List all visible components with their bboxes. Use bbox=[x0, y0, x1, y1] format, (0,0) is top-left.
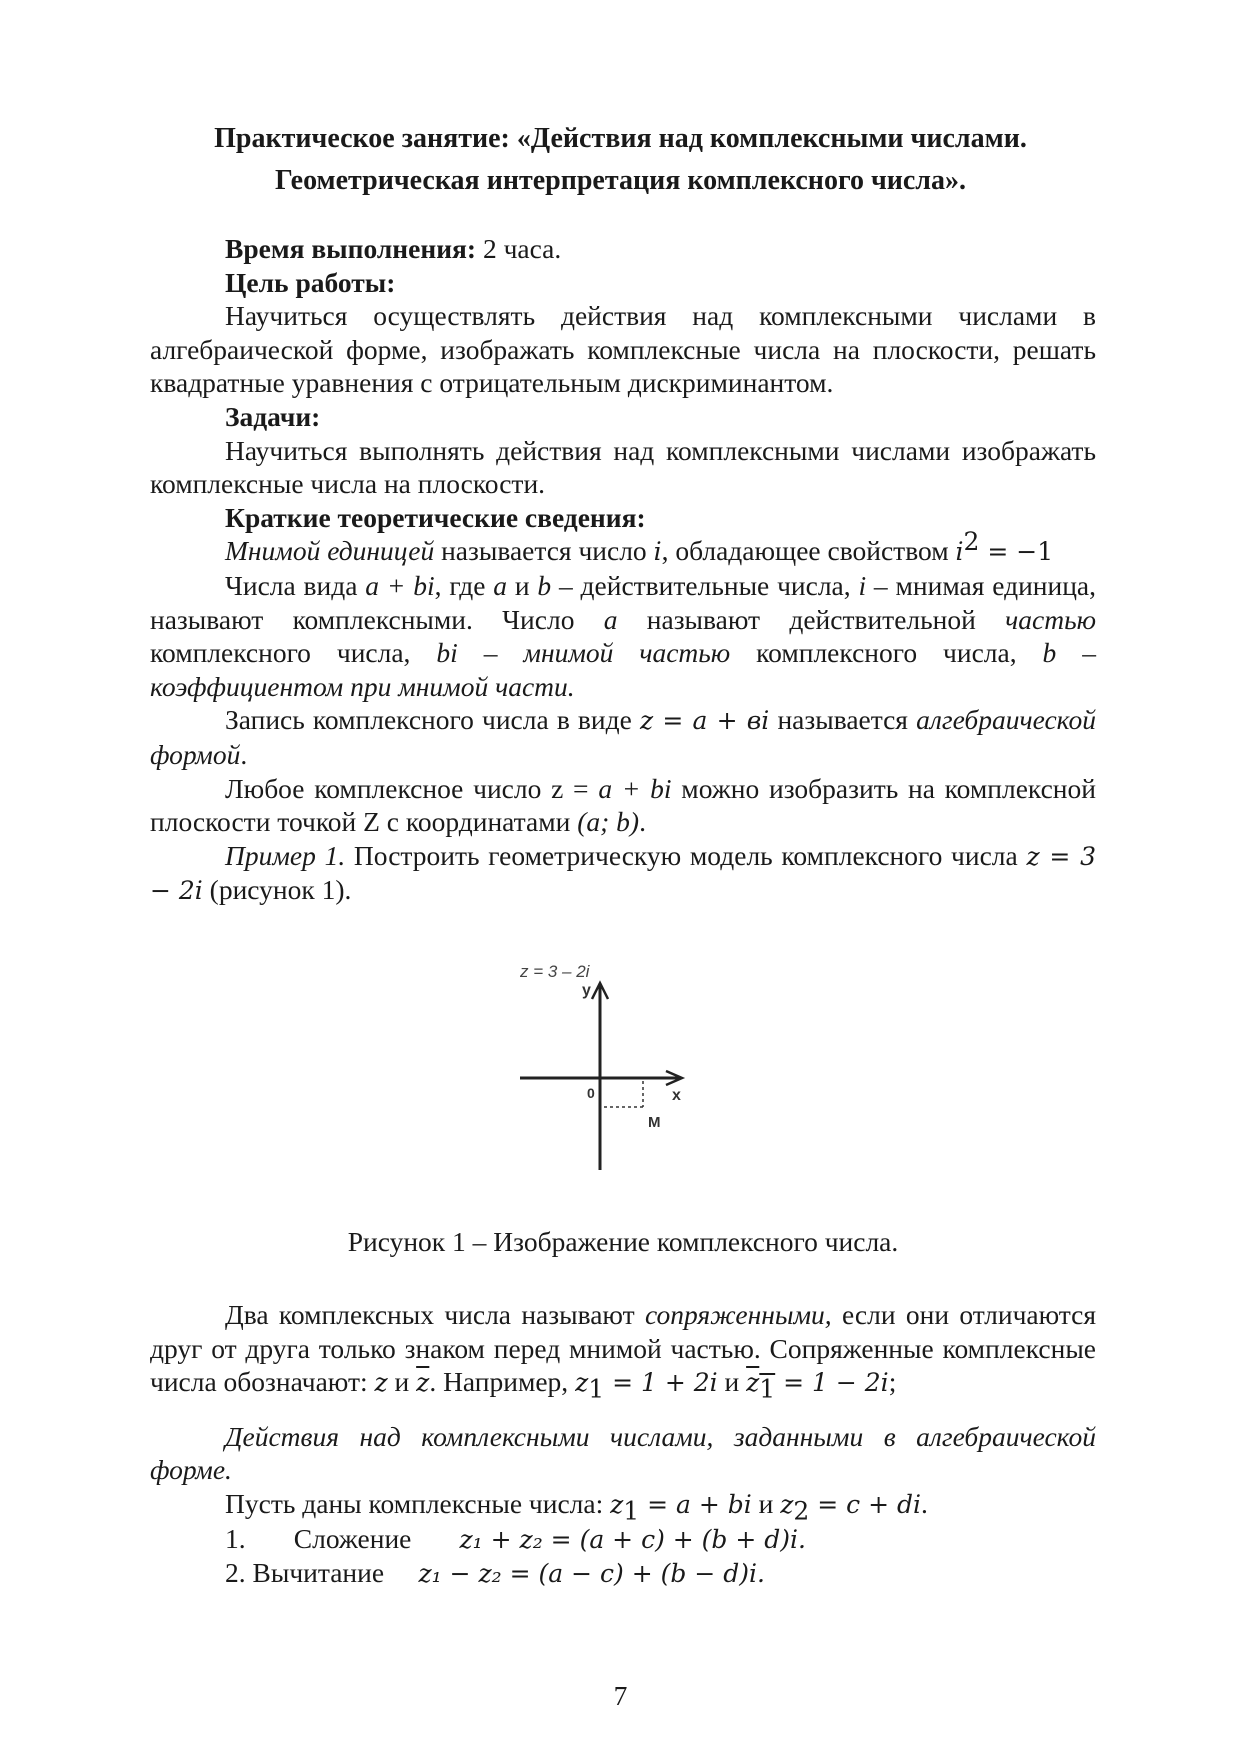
text: . bbox=[921, 1487, 928, 1519]
x-axis-label: x bbox=[672, 1087, 681, 1104]
text: Любое комплексное число z = bbox=[225, 772, 599, 804]
goal-heading: Цель работы: bbox=[225, 266, 396, 298]
title-line-2: Геометрическая интерпретация комплексного числа». bbox=[274, 165, 967, 196]
text: – мнимая единица, называют комплексными. Число bbox=[150, 569, 1097, 635]
page-title bbox=[150, 118, 1091, 202]
text: – действительные числа, bbox=[551, 569, 859, 601]
emphasis: b – коэффициентом при мнимой части. bbox=[150, 637, 1096, 702]
theory-paragraph-4 bbox=[150, 772, 1096, 839]
example-label: Пример 1. bbox=[225, 839, 346, 871]
main-text bbox=[150, 232, 1096, 908]
main-text-continued bbox=[150, 1298, 1096, 1591]
duration-line bbox=[150, 232, 1096, 266]
text: называется bbox=[769, 704, 917, 736]
text: и bbox=[387, 1366, 417, 1398]
text: (рисунок 1). bbox=[202, 874, 352, 906]
formula: = c + di bbox=[809, 1489, 922, 1519]
operations-heading bbox=[150, 1420, 1096, 1487]
theory-paragraph-2 bbox=[150, 569, 1096, 703]
formula: z bbox=[610, 1489, 624, 1519]
formula: z = 3 − 2i bbox=[150, 841, 1097, 906]
theory-paragraph-3 bbox=[150, 703, 1096, 771]
y-axis-label: y bbox=[582, 982, 591, 999]
formula-exponent: 2 bbox=[963, 527, 980, 557]
text: комплексного числа, bbox=[730, 637, 1043, 669]
figure-caption: Рисунок 1 – Изображение комплексного числа. bbox=[347, 1226, 899, 1257]
theory-paragraph-5 bbox=[150, 839, 1096, 908]
figure-label: z = 3 – 2i bbox=[520, 962, 590, 981]
emphasis: Действия над комплексными числами, заданными в алгебраической форме. bbox=[150, 1420, 1096, 1486]
formula-subscript: 1 bbox=[623, 1496, 640, 1526]
emphasis: частью bbox=[1005, 603, 1096, 635]
formula-subscript: 1 bbox=[588, 1374, 605, 1404]
duration-label: Время выполнения: bbox=[225, 233, 477, 264]
text: Запись комплексного числа в виде bbox=[225, 704, 640, 736]
tasks-heading: Задачи: bbox=[225, 400, 321, 432]
formula-conjugate: $\overline{z}$ bbox=[416, 1368, 430, 1398]
point-label: M bbox=[648, 1114, 661, 1131]
conjugate-paragraph bbox=[150, 1298, 1097, 1404]
text: и bbox=[717, 1366, 747, 1398]
formula: z bbox=[575, 1368, 589, 1398]
emphasis: сопряженными, bbox=[644, 1299, 832, 1330]
formula: = 1 + 2i bbox=[604, 1368, 718, 1398]
text: . Например, bbox=[429, 1366, 576, 1398]
text: . bbox=[639, 806, 646, 838]
title-line-1: Практическое занятие: «Действия над комплексными числами. bbox=[214, 123, 1027, 154]
text: комплексного числа, bbox=[150, 637, 437, 669]
formula: a bbox=[493, 569, 508, 601]
emphasis: (a; b) bbox=[577, 806, 640, 838]
spacer bbox=[150, 1400, 1096, 1420]
text: , где bbox=[434, 569, 494, 601]
origin-label: 0 bbox=[587, 1085, 595, 1101]
subtraction-label: 2. Вычитание bbox=[225, 1557, 419, 1589]
tasks-text: Научиться выполнять действия над комплексными числами изображать комплексные числа на плоскости. bbox=[150, 434, 1096, 500]
subtraction-line bbox=[150, 1556, 1096, 1591]
text: . bbox=[240, 738, 248, 770]
formula-subscript: 2 bbox=[793, 1496, 810, 1526]
text: если они отличаются друг от друга только знаком перед мнимой частью. Сопряженные комплексные числа обозначают: bbox=[150, 1299, 1097, 1398]
formula: a bbox=[603, 603, 618, 635]
formula: i bbox=[653, 537, 662, 567]
complex-plane-figure bbox=[520, 955, 780, 1185]
addition-formula: z₁ + z₂ = (a + c) + (b + d)i. bbox=[459, 1524, 806, 1554]
text: ; bbox=[888, 1366, 897, 1398]
text: и bbox=[507, 569, 538, 601]
duration-value: 2 часа. bbox=[476, 233, 562, 264]
formula-subscript: 1 bbox=[759, 1374, 776, 1404]
text: называется число bbox=[434, 535, 654, 567]
conjugate-term bbox=[746, 1366, 776, 1404]
given-numbers-line bbox=[150, 1487, 1096, 1526]
theory-paragraph-1 bbox=[150, 527, 1096, 569]
formula: = −1 bbox=[979, 537, 1054, 567]
addition-line bbox=[150, 1522, 1096, 1557]
formula: a + bi bbox=[365, 569, 435, 601]
formula: z bbox=[780, 1489, 794, 1519]
text: и bbox=[751, 1487, 781, 1519]
text: , обладающее свойством bbox=[661, 535, 956, 567]
goal-text: Научиться осуществлять действия над комплексными числами в алгебраической форме, изображать комплексные числа на плоскости, решать квадратные уравнения с отрицательным дискриминантом. bbox=[150, 300, 1096, 399]
formula: a + bi bbox=[598, 772, 672, 804]
formula: i bbox=[955, 537, 964, 567]
text: Два комплексных числа называют bbox=[225, 1299, 645, 1330]
theory-heading: Краткие теоретические сведения: bbox=[225, 501, 646, 533]
emphasis: bi – мнимой частью bbox=[436, 637, 731, 669]
text: Числа вида bbox=[225, 569, 366, 601]
formula: z bbox=[746, 1368, 760, 1398]
text: Пусть даны комплексные числа: bbox=[225, 1487, 611, 1519]
text: можно изобразить на комплексной плоскости точкой Z с координатами bbox=[150, 772, 1096, 838]
formula: = 1 − 2i bbox=[775, 1368, 889, 1398]
text: называют действительной bbox=[617, 603, 1006, 635]
subtraction-formula: z₁ − z₂ = (a − c) + (b − d)i. bbox=[418, 1559, 765, 1589]
formula: b bbox=[537, 569, 552, 601]
formula: z bbox=[374, 1368, 388, 1398]
page-number: 7 bbox=[613, 1680, 628, 1711]
term-imaginary-unit: Мнимой единицей bbox=[225, 535, 435, 567]
formula: = a + bi bbox=[639, 1489, 752, 1519]
formula: i bbox=[858, 569, 867, 601]
formula: z = a + вi bbox=[639, 706, 770, 736]
addition-label: 1. Сложение bbox=[225, 1522, 460, 1554]
text: Построить геометрическую модель комплексного числа bbox=[345, 839, 1027, 871]
emphasis: алгебраической формой bbox=[150, 704, 1096, 770]
